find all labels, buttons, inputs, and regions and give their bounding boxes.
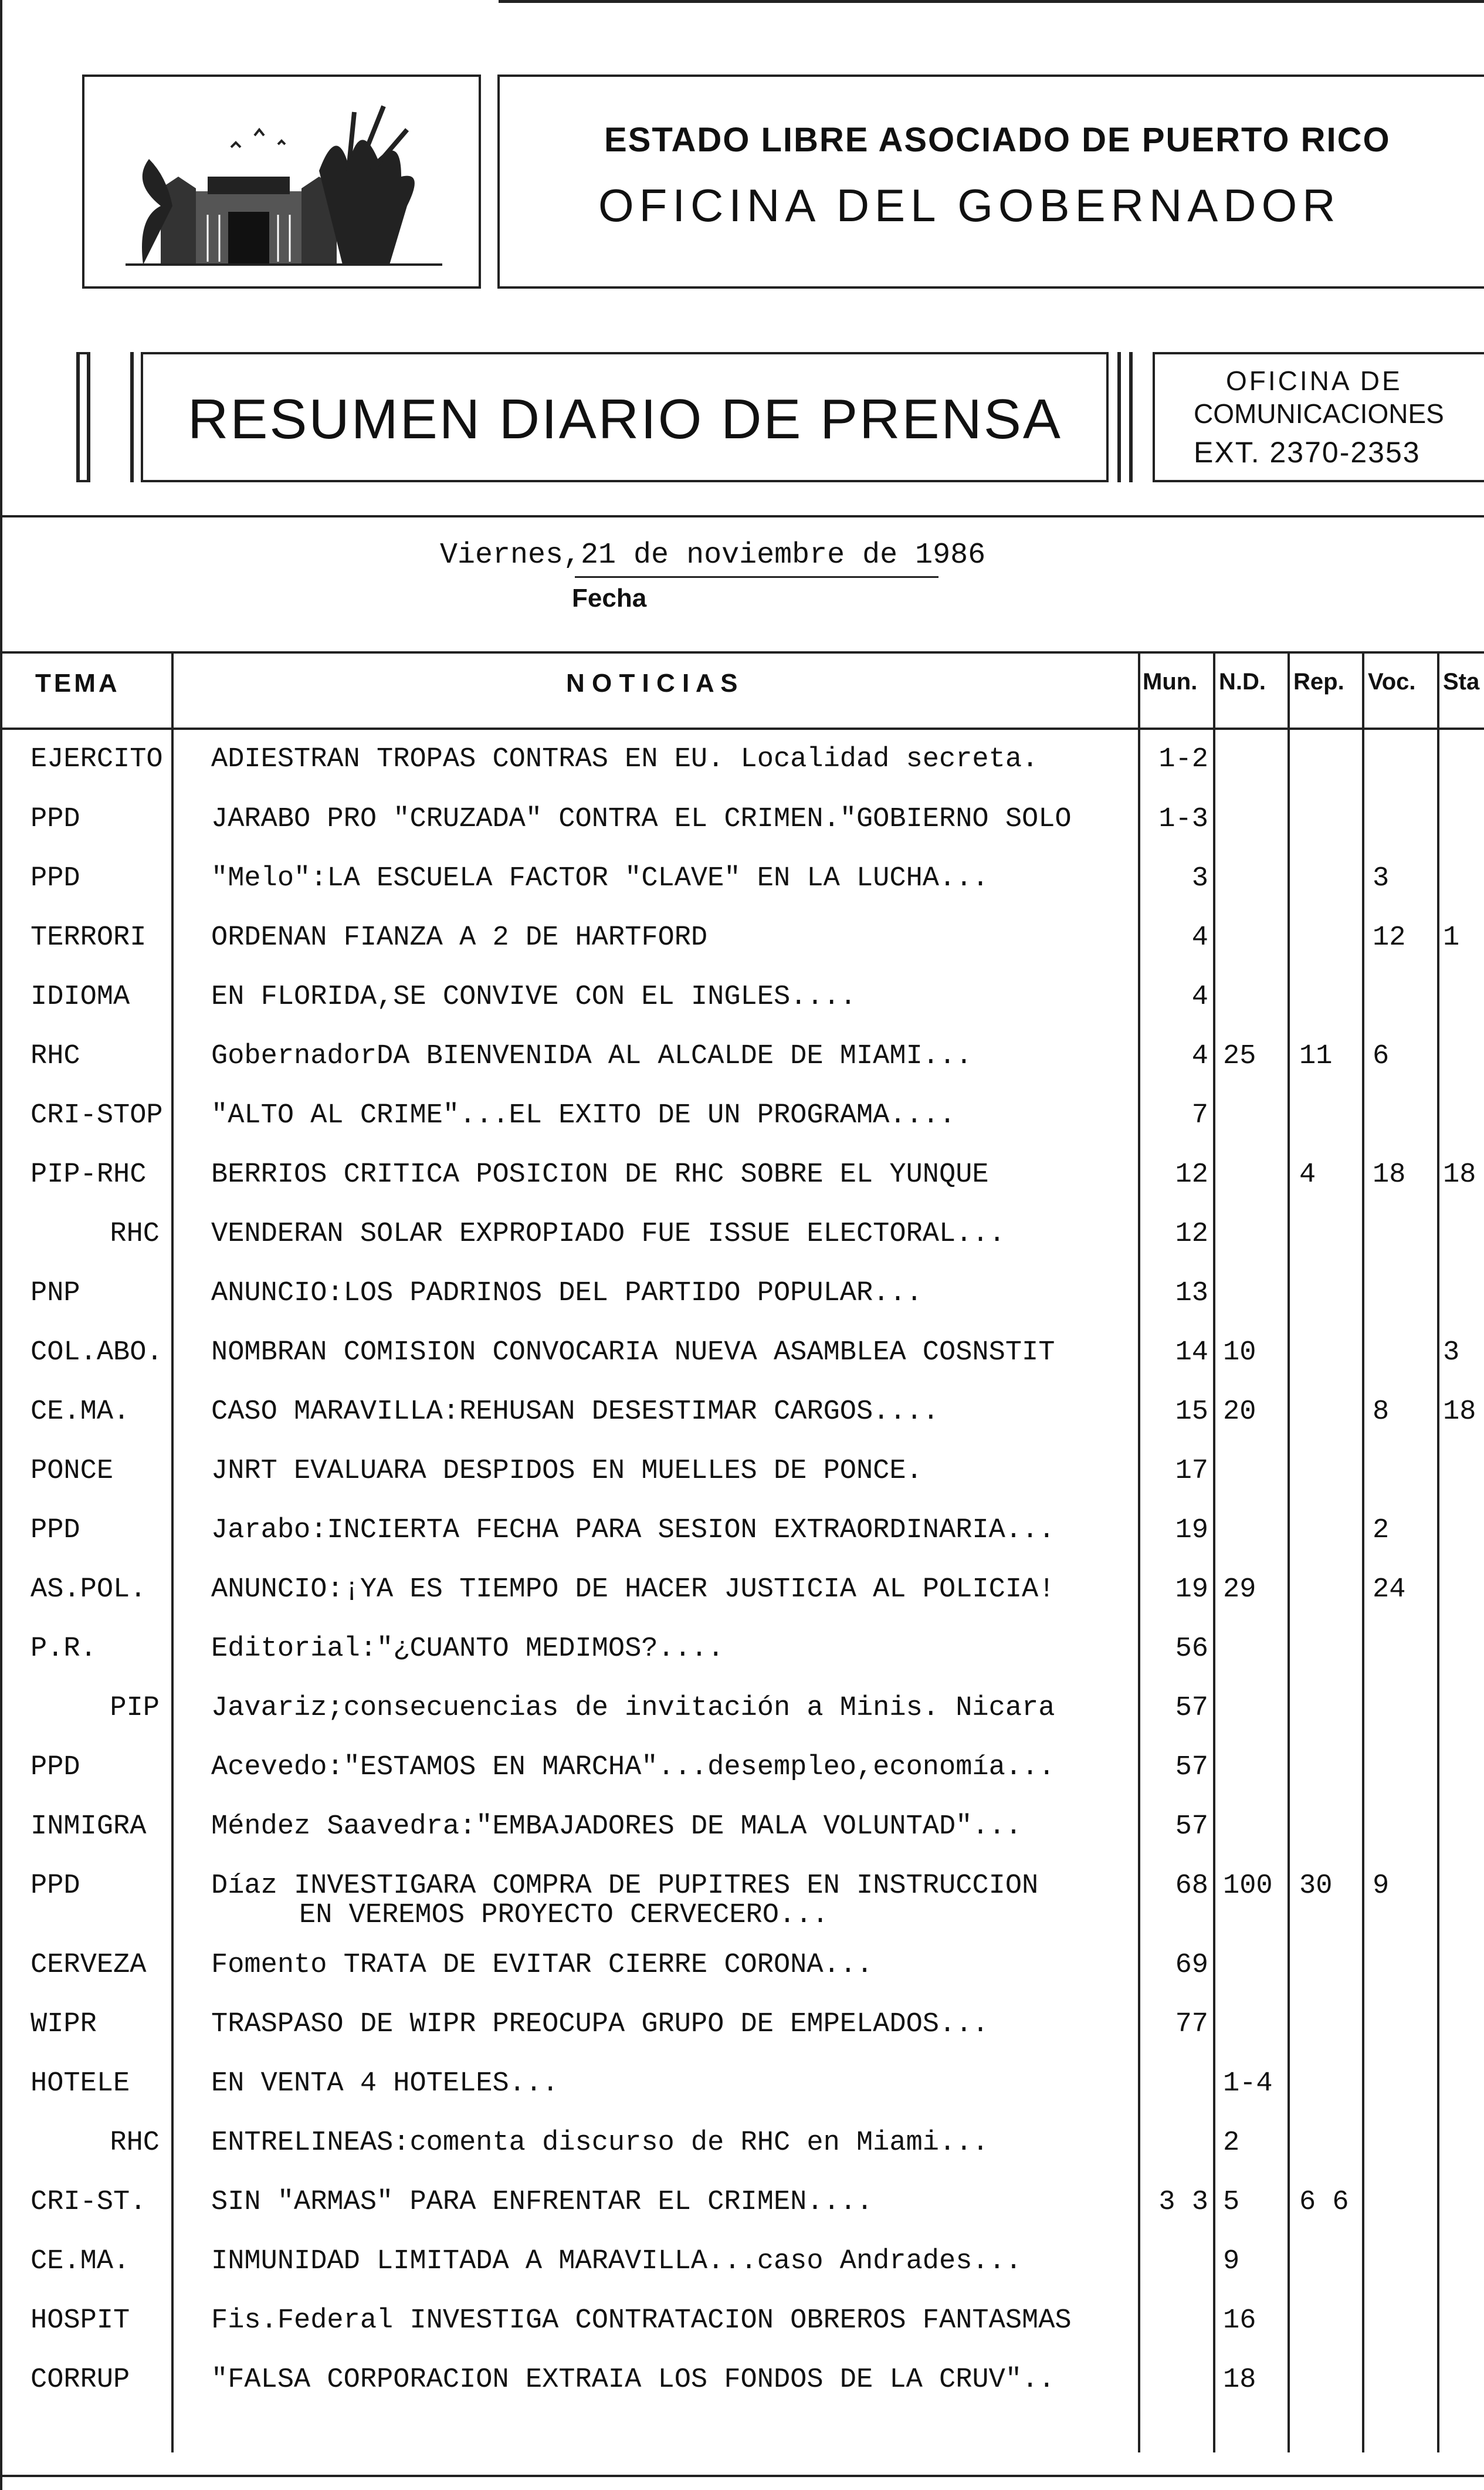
- row-mun: 14: [1175, 1337, 1208, 1368]
- row-tema: PNP: [31, 1278, 80, 1309]
- table-row: [0, 2185, 1484, 2244]
- row-mun: 1-3: [1158, 804, 1208, 835]
- row-mun: 69: [1175, 1950, 1208, 1981]
- row-noticia: BERRIOS CRITICA POSICION DE RHC SOBRE EL YUNQUE: [211, 1159, 989, 1190]
- table-row: [0, 1276, 1484, 1335]
- date-value: Viernes,21 de noviembre de 1986: [440, 539, 986, 572]
- table-top-rule: [0, 651, 1484, 654]
- office-name: OFICINA DEL GOBERNADOR: [598, 180, 1341, 231]
- row-mun: 19: [1175, 1515, 1208, 1546]
- row-nd: 100: [1223, 1870, 1273, 1902]
- table-row: [0, 1691, 1484, 1750]
- row-noticia: ENTRELINEAS:comenta discurso de RHC en Miami...: [211, 2127, 989, 2159]
- row-voc: 9: [1373, 1870, 1390, 1902]
- table-row: [0, 2126, 1484, 2184]
- row-sta: 18: [1443, 1159, 1476, 1190]
- row-tema: RHC: [31, 1041, 80, 1072]
- row-mun: 17: [1175, 1456, 1208, 1487]
- title-bar-left-top: [76, 352, 90, 354]
- title-bar-left-2: [87, 352, 90, 482]
- col-header-noticias: N O T I C I A S: [566, 669, 738, 698]
- row-voc: 24: [1373, 1574, 1406, 1605]
- row-tema: CORRUP: [31, 2364, 130, 2396]
- row-nd: 2: [1223, 2127, 1240, 2159]
- row-tema: AS.POL.: [31, 1574, 147, 1605]
- row-noticia: Méndez Saavedra:"EMBAJADORES DE MALA VOLUNTAD"...: [211, 1811, 1022, 1842]
- row-noticia: INMUNIDAD LIMITADA A MARAVILLA...caso Andrades...: [211, 2246, 1022, 2277]
- row-noticia: Javariz;consecuencias de invitación a Minis. Nicara: [211, 1693, 1055, 1724]
- table-header-rule: [0, 728, 1484, 730]
- col-header-tema: TEMA: [35, 669, 120, 698]
- office-label-1: OFICINA DE: [1226, 366, 1402, 396]
- row-tema: PPD: [31, 804, 80, 835]
- row-mun: 68: [1175, 1870, 1208, 1902]
- col-header-sta: Sta: [1443, 669, 1480, 695]
- row-nd: 5: [1223, 2187, 1240, 2218]
- row-nd: 29: [1223, 1574, 1256, 1605]
- table-row: [0, 2066, 1484, 2125]
- table-row: [0, 1217, 1484, 1276]
- table-row: [0, 1869, 1484, 1931]
- row-noticia: JARABO PRO "CRUZADA" CONTRA EL CRIMEN."GOBIERNO SOLO: [211, 804, 1072, 835]
- row-tema: PPD: [31, 1752, 80, 1783]
- row-mun: 7: [1191, 1100, 1208, 1131]
- col-header-mun: Mun.: [1143, 669, 1198, 695]
- table-row: [0, 1809, 1484, 1868]
- row-tema: EJERCITO: [31, 744, 163, 775]
- row-mun: 3 3: [1158, 2187, 1208, 2218]
- row-noticia: Jarabo:INCIERTA FECHA PARA SESION EXTRAORDINARIA...: [211, 1515, 1055, 1546]
- table-row: [0, 802, 1484, 861]
- row-mun: 4: [1191, 922, 1208, 953]
- row-mun: 12: [1175, 1219, 1208, 1250]
- row-tema: CE.MA.: [31, 1396, 130, 1427]
- table-row: [0, 980, 1484, 1038]
- row-noticia: Acevedo:"ESTAMOS EN MARCHA"...desempleo,economía...: [211, 1752, 1055, 1783]
- row-noticia: VENDERAN SOLAR EXPROPIADO FUE ISSUE ELECTORAL...: [211, 1219, 1005, 1250]
- row-tema: CE.MA.: [31, 2246, 130, 2277]
- row-voc: 6: [1373, 1041, 1390, 1072]
- table-row: [0, 1948, 1484, 2007]
- row-noticia: ADIESTRAN TROPAS CONTRAS EN EU. Localidad secreta.: [211, 744, 1039, 775]
- row-sta: 3: [1443, 1337, 1460, 1368]
- office-label-2: COMUNICACIONES: [1194, 398, 1444, 429]
- row-noticia: Fomento TRATA DE EVITAR CIERRE CORONA...: [211, 1950, 873, 1981]
- row-voc: 3: [1373, 863, 1390, 894]
- row-noticia: "Melo":LA ESCUELA FACTOR "CLAVE" EN LA LUCHA...: [211, 863, 989, 894]
- row-rep: 11: [1299, 1041, 1333, 1072]
- row-tema: RHC: [110, 2127, 160, 2159]
- row-mun: 3: [1191, 863, 1208, 894]
- row-tema: PPD: [31, 1870, 80, 1902]
- col-header-nd: N.D.: [1219, 669, 1266, 695]
- row-nd: 25: [1223, 1041, 1256, 1072]
- row-tema: PIP: [110, 1693, 160, 1724]
- title-bar-right-1: [1117, 352, 1121, 482]
- row-noticia: TRASPASO DE WIPR PREOCUPA GRUPO DE EMPELADOS...: [211, 2009, 989, 2040]
- title-bar-left-1: [76, 352, 80, 482]
- header-divider: [0, 515, 1484, 517]
- row-tema: IDIOMA: [31, 982, 130, 1013]
- row-noticia: NOMBRAN COMISION CONVOCARIA NUEVA ASAMBLEA COSNSTIT: [211, 1337, 1055, 1368]
- row-nd: 18: [1223, 2364, 1256, 2396]
- row-sta: 1: [1443, 922, 1460, 953]
- table-row: [0, 1454, 1484, 1513]
- table-row: [0, 861, 1484, 920]
- row-tema: PPD: [31, 1515, 80, 1546]
- table-row: [0, 1039, 1484, 1098]
- row-rep: 30: [1299, 1870, 1333, 1902]
- government-name: ESTADO LIBRE ASOCIADO DE PUERTO RICO: [604, 121, 1391, 159]
- row-noticia: CASO MARAVILLA:REHUSAN DESESTIMAR CARGOS....: [211, 1396, 940, 1427]
- row-tema: PONCE: [31, 1456, 114, 1487]
- row-noticia: SIN "ARMAS" PARA ENFRENTAR EL CRIMEN....: [211, 2187, 873, 2218]
- row-noticia: ANUNCIO:¡YA ES TIEMPO DE HACER JUSTICIA AL POLICIA!: [211, 1574, 1055, 1605]
- row-voc: 12: [1373, 922, 1406, 953]
- title-bar-left-3: [130, 352, 134, 482]
- row-mun: 4: [1191, 1041, 1208, 1072]
- row-tema: PPD: [31, 863, 80, 894]
- row-mun: 57: [1175, 1693, 1208, 1724]
- table-row: [0, 1513, 1484, 1572]
- page-top-edge: [499, 0, 1484, 3]
- row-mun: 57: [1175, 1811, 1208, 1842]
- table-row: [0, 2244, 1484, 2303]
- date-underline: [575, 576, 938, 578]
- row-mun: 4: [1191, 982, 1208, 1013]
- row-tema: TERRORI: [31, 922, 147, 953]
- row-tema: HOTELE: [31, 2068, 130, 2099]
- table-row: [0, 2007, 1484, 2066]
- row-rep: 6 6: [1299, 2187, 1349, 2218]
- row-voc: 2: [1373, 1515, 1390, 1546]
- title-bar-left-bottom: [76, 480, 90, 482]
- row-mun: 15: [1175, 1396, 1208, 1427]
- table-row: [0, 1395, 1484, 1453]
- row-mun: 1-2: [1158, 744, 1208, 775]
- row-nd: 20: [1223, 1396, 1256, 1427]
- row-voc: 8: [1373, 1396, 1390, 1427]
- row-tema: PIP-RHC: [31, 1159, 147, 1190]
- row-noticia: EN VENTA 4 HOTELES...: [211, 2068, 559, 2099]
- row-noticia: JNRT EVALUARA DESPIDOS EN MUELLES DE PONCE.: [211, 1456, 923, 1487]
- row-noticia: "FALSA CORPORACION EXTRAIA LOS FONDOS DE LA CRUV"..: [211, 2364, 1055, 2396]
- row-noticia-continuation: EN VEREMOS PROYECTO CERVECERO...: [299, 1900, 829, 1931]
- row-rep: 4: [1299, 1159, 1316, 1190]
- row-sta: 18: [1443, 1396, 1476, 1427]
- table-row: [0, 1632, 1484, 1690]
- row-tema: CRI-ST.: [31, 2187, 147, 2218]
- table-row: [0, 1335, 1484, 1394]
- table-row: [0, 1750, 1484, 1809]
- row-tema: INMIGRA: [31, 1811, 147, 1842]
- table-row: [0, 1158, 1484, 1216]
- table-row: [0, 2363, 1484, 2421]
- row-noticia: Díaz INVESTIGARA COMPRA DE PUPITRES EN INSTRUCCION: [211, 1870, 1039, 1902]
- row-nd: 10: [1223, 1337, 1256, 1368]
- row-nd: 1-4: [1223, 2068, 1273, 2099]
- row-noticia: "ALTO AL CRIME"...EL EXITO DE UN PROGRAMA....: [211, 1100, 956, 1131]
- row-mun: 56: [1175, 1633, 1208, 1664]
- page-bottom-rule: [0, 2475, 1484, 2477]
- row-mun: 12: [1175, 1159, 1208, 1190]
- table-row: [0, 1098, 1484, 1157]
- row-noticia: GobernadorDA BIENVENIDA AL ALCALDE DE MIAMI...: [211, 1041, 973, 1072]
- col-header-voc: Voc.: [1368, 669, 1416, 695]
- table-row: [0, 921, 1484, 979]
- row-noticia: ANUNCIO:LOS PADRINOS DEL PARTIDO POPULAR...: [211, 1278, 923, 1309]
- col-header-rep: Rep.: [1293, 669, 1344, 695]
- row-tema: P.R.: [31, 1633, 97, 1664]
- row-mun: 13: [1175, 1278, 1208, 1309]
- row-tema: WIPR: [31, 2009, 97, 2040]
- row-tema: RHC: [110, 1219, 160, 1250]
- title-bar-right-2: [1129, 352, 1133, 482]
- fortaleza-logo-icon: [126, 89, 442, 276]
- office-extension: EXT. 2370-2353: [1194, 436, 1421, 469]
- row-nd: 9: [1223, 2246, 1240, 2277]
- row-noticia: ORDENAN FIANZA A 2 DE HARTFORD: [211, 922, 708, 953]
- row-tema: CERVEZA: [31, 1950, 147, 1981]
- row-noticia: Fis.Federal INVESTIGA CONTRATACION OBREROS FANTASMAS: [211, 2305, 1072, 2336]
- row-mun: 77: [1175, 2009, 1208, 2040]
- row-tema: HOSPIT: [31, 2305, 130, 2336]
- row-nd: 16: [1223, 2305, 1256, 2336]
- row-mun: 19: [1175, 1574, 1208, 1605]
- date-label: Fecha: [572, 584, 647, 613]
- table-row: [0, 742, 1484, 801]
- row-noticia: EN FLORIDA,SE CONVIVE CON EL INGLES....: [211, 982, 856, 1013]
- row-voc: 18: [1373, 1159, 1406, 1190]
- row-tema: COL.ABO.: [31, 1337, 163, 1368]
- row-tema: CRI-STOP: [31, 1100, 163, 1131]
- row-mun: 57: [1175, 1752, 1208, 1783]
- table-row: [0, 1572, 1484, 1631]
- row-noticia: Editorial:"¿CUANTO MEDIMOS?....: [211, 1633, 724, 1664]
- logo-frame: [82, 75, 481, 289]
- document-title: RESUMEN DIARIO DE PRENSA: [188, 388, 1062, 451]
- table-row: [0, 2303, 1484, 2362]
